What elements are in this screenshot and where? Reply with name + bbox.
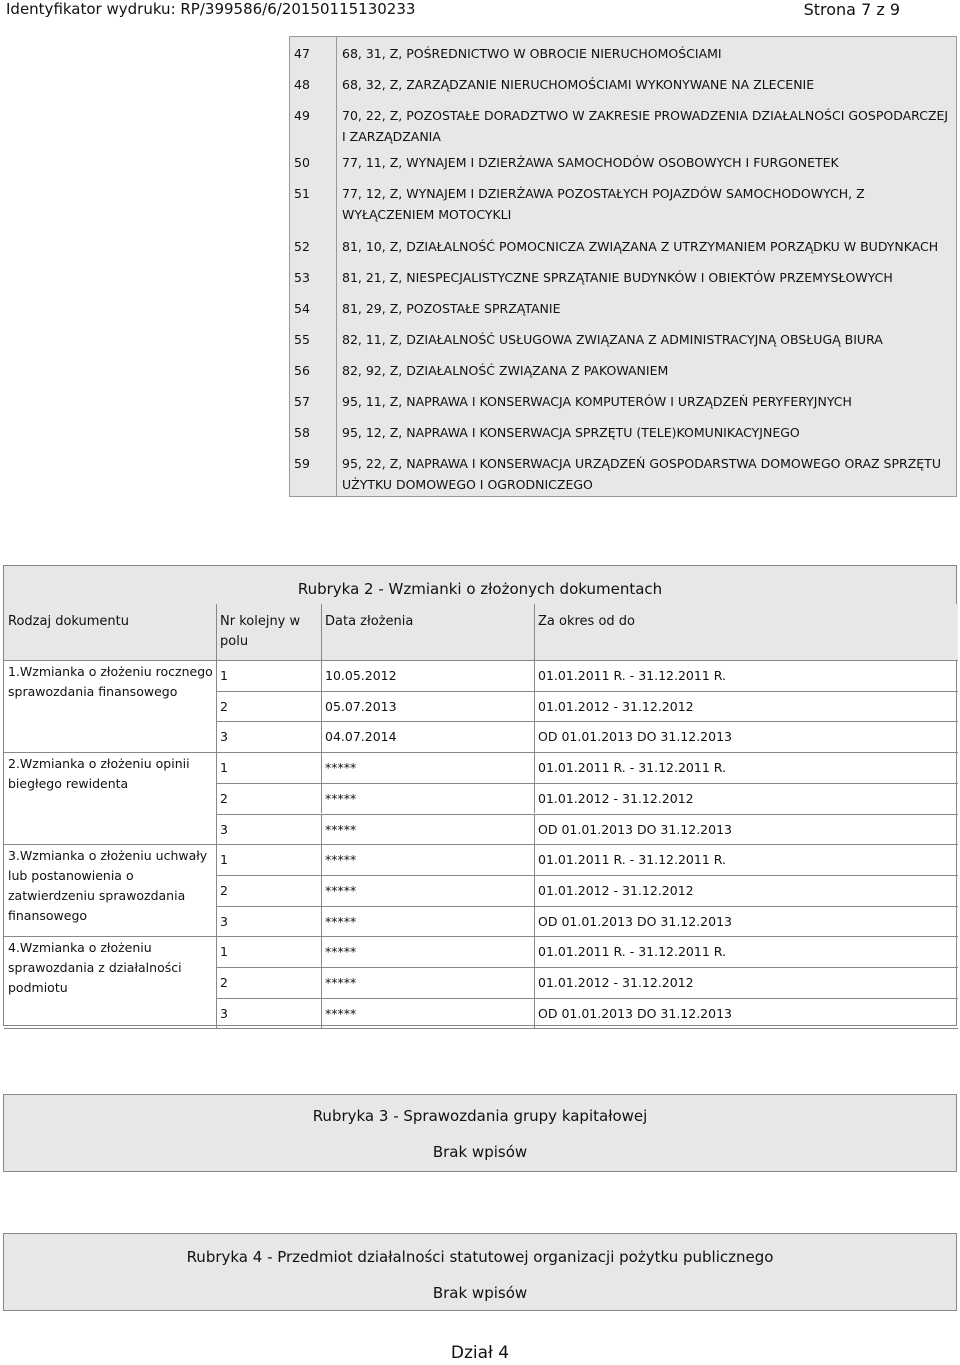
header-document-type: Rodzaj dokumentu bbox=[4, 604, 216, 660]
column-divider bbox=[534, 752, 535, 783]
pkd-row-number: 54 bbox=[294, 301, 310, 316]
pkd-row-number: 51 bbox=[294, 186, 310, 201]
row-divider bbox=[216, 875, 958, 876]
pkd-row-text: 77, 12, Z, WYNAJEM I DZIERŻAWA POZOSTAŁYCH POJAZDÓW SAMOCHODOWYCH, Z WYŁĄCZENIEM MOTOCYKLI bbox=[342, 186, 865, 222]
pkd-row-text: 82, 92, Z, DZIAŁALNOŚĆ ZWIĄZANA Z PAKOWANIEM bbox=[342, 363, 669, 378]
column-divider bbox=[321, 604, 322, 660]
pkd-row-number: 59 bbox=[294, 456, 310, 471]
sequence-number: 2 bbox=[220, 790, 228, 806]
sequence-number: 3 bbox=[220, 1005, 228, 1021]
column-divider bbox=[321, 783, 322, 814]
rubryka4-title: Rubryka 4 - Przedmiot działalności statutowej organizacji pożytku publicznego bbox=[186, 1248, 774, 1266]
column-divider bbox=[534, 844, 535, 875]
period: OD 01.01.2013 DO 31.12.2013 bbox=[538, 729, 732, 745]
sequence-number: 2 bbox=[220, 882, 228, 898]
pkd-row-text: 77, 11, Z, WYNAJEM I DZIERŻAWA SAMOCHODÓW OSOBOWYCH I FURGONETEK bbox=[342, 155, 839, 170]
period: 01.01.2012 - 31.12.2012 bbox=[538, 975, 694, 990]
section-footer: Dział 4 bbox=[450, 1343, 510, 1363]
column-divider bbox=[321, 721, 322, 752]
column-divider bbox=[534, 660, 535, 691]
period: 01.01.2011 R. - 31.12.2011 R. bbox=[538, 668, 726, 683]
rubryka3-value: Brak wpisów bbox=[432, 1143, 528, 1161]
pkd-row-text: 68, 32, Z, ZARZĄDZANIE NIERUCHOMOŚCIAMI WYKONYWANE NA ZLECENIE bbox=[342, 77, 815, 92]
filing-date: ***** bbox=[325, 975, 357, 990]
document-type-label: 4.Wzmianka o złożeniu sprawozdania z działalności podmiotu bbox=[8, 940, 182, 996]
filing-date: ***** bbox=[325, 882, 357, 898]
column-divider bbox=[321, 691, 322, 722]
header-sequence-number: Nr kolejny w polu bbox=[216, 604, 321, 660]
sequence-number: 3 bbox=[220, 729, 228, 745]
rubryka3-box bbox=[3, 1094, 957, 1172]
row-divider bbox=[216, 752, 958, 753]
filing-date: ***** bbox=[325, 913, 357, 929]
column-divider bbox=[321, 906, 322, 937]
column-divider bbox=[321, 998, 322, 1029]
column-divider bbox=[336, 37, 337, 496]
header-filing-date: Data złożenia bbox=[321, 604, 534, 660]
column-divider bbox=[321, 752, 322, 783]
row-divider bbox=[216, 967, 958, 968]
pkd-row-text: 70, 22, Z, POZOSTAŁE DORADZTWO W ZAKRESIE PROWADZENIA DZIAŁALNOŚCI GOSPODARCZEJ I ZARZĄDZANIA bbox=[342, 108, 949, 144]
column-divider bbox=[216, 604, 217, 660]
period: OD 01.01.2013 DO 31.12.2013 bbox=[538, 913, 732, 929]
pkd-row-number: 57 bbox=[294, 394, 310, 409]
pkd-row-number: 49 bbox=[294, 108, 310, 123]
filing-date: ***** bbox=[325, 944, 357, 960]
row-divider bbox=[216, 814, 958, 815]
column-divider bbox=[534, 998, 535, 1029]
filing-date: ***** bbox=[325, 852, 357, 868]
pkd-row-text: 95, 11, Z, NAPRAWA I KONSERWACJA KOMPUTERÓW I URZĄDZEŃ PERYFERYJNYCH bbox=[342, 394, 852, 409]
pkd-activity-list bbox=[289, 36, 957, 497]
column-divider bbox=[534, 691, 535, 722]
sequence-number: 2 bbox=[220, 698, 228, 714]
filing-date: ***** bbox=[325, 760, 357, 776]
pkd-row-number: 50 bbox=[294, 155, 310, 170]
row-divider bbox=[216, 783, 958, 784]
filing-date: 10.05.2012 bbox=[325, 668, 397, 683]
sequence-number: 3 bbox=[220, 821, 228, 837]
rubryka3-title: Rubryka 3 - Sprawozdania grupy kapitałowej bbox=[312, 1107, 648, 1125]
header-period: Za okres od do bbox=[534, 604, 958, 660]
filing-date: ***** bbox=[325, 821, 357, 837]
group-divider bbox=[4, 1028, 216, 1029]
row-divider bbox=[216, 998, 958, 999]
period: OD 01.01.2013 DO 31.12.2013 bbox=[538, 821, 732, 837]
column-divider bbox=[534, 967, 535, 998]
rubryka2-table bbox=[3, 565, 957, 1026]
pkd-row-text: 82, 11, Z, DZIAŁALNOŚĆ USŁUGOWA ZWIĄZANA Z ADMINISTRACYJNĄ OBSŁUGĄ BIURA bbox=[342, 332, 883, 347]
print-identifier: Identyfikator wydruku: RP/399586/6/20150115130233 bbox=[6, 0, 416, 18]
group-divider bbox=[4, 844, 216, 845]
sequence-number: 1 bbox=[220, 944, 228, 960]
column-divider bbox=[321, 844, 322, 875]
column-divider bbox=[321, 936, 322, 967]
group-divider bbox=[4, 752, 216, 753]
column-divider bbox=[534, 875, 535, 906]
sequence-number: 1 bbox=[220, 760, 228, 776]
sequence-number: 3 bbox=[220, 913, 228, 929]
period: 01.01.2011 R. - 31.12.2011 R. bbox=[538, 760, 726, 776]
pkd-row-text: 95, 12, Z, NAPRAWA I KONSERWACJA SPRZĘTU (TELE)KOMUNIKACYJNEGO bbox=[342, 425, 800, 440]
column-divider bbox=[534, 604, 535, 660]
filing-date: ***** bbox=[325, 1005, 357, 1021]
period: OD 01.01.2013 DO 31.12.2013 bbox=[538, 1005, 732, 1021]
pkd-row-number: 47 bbox=[294, 46, 310, 61]
period: 01.01.2012 - 31.12.2012 bbox=[538, 698, 694, 714]
pkd-row-text: 81, 10, Z, DZIAŁALNOŚĆ POMOCNICZA ZWIĄZANA Z UTRZYMANIEM PORZĄDKU W BUDYNKACH bbox=[342, 239, 939, 254]
rubryka2-title: Rubryka 2 - Wzmianki o złożonych dokumentach bbox=[4, 566, 956, 604]
pkd-row-text: 81, 21, Z, NIESPECJALISTYCZNE SPRZĄTANIE BUDYNKÓW I OBIEKTÓW PRZEMYSŁOWYCH bbox=[342, 270, 893, 285]
row-divider bbox=[216, 906, 958, 907]
rubryka4-box bbox=[3, 1233, 957, 1311]
filing-date: 05.07.2013 bbox=[325, 698, 397, 714]
row-divider bbox=[216, 936, 958, 937]
pkd-row-number: 48 bbox=[294, 77, 310, 92]
column-divider bbox=[534, 721, 535, 752]
row-divider bbox=[216, 1028, 958, 1029]
document-type-label: 1.Wzmianka o złożeniu rocznego sprawozdania finansowego bbox=[8, 664, 213, 699]
period: 01.01.2011 R. - 31.12.2011 R. bbox=[538, 852, 726, 868]
pkd-row-text: 81, 29, Z, POZOSTAŁE SPRZĄTANIE bbox=[342, 301, 561, 316]
period: 01.01.2012 - 31.12.2012 bbox=[538, 882, 694, 898]
period: 01.01.2011 R. - 31.12.2011 R. bbox=[538, 944, 726, 960]
column-divider bbox=[534, 783, 535, 814]
page-number: Strona 7 z 9 bbox=[803, 0, 900, 19]
row-divider bbox=[216, 691, 958, 692]
column-divider bbox=[534, 906, 535, 937]
column-divider bbox=[321, 814, 322, 845]
filing-date: 04.07.2014 bbox=[325, 729, 397, 745]
row-divider bbox=[216, 844, 958, 845]
group-divider bbox=[4, 936, 216, 937]
sequence-number: 1 bbox=[220, 852, 228, 868]
column-divider bbox=[321, 967, 322, 998]
period: 01.01.2012 - 31.12.2012 bbox=[538, 790, 694, 806]
pkd-row-number: 53 bbox=[294, 270, 310, 285]
document-type-label: 3.Wzmianka o złożeniu uchwały lub postanowienia o zatwierdzeniu sprawozdania finansowego bbox=[8, 848, 208, 924]
pkd-row-text: 68, 31, Z, POŚREDNICTWO W OBROCIE NIERUCHOMOŚCIAMI bbox=[342, 46, 722, 61]
column-divider bbox=[534, 936, 535, 967]
rubryka4-value: Brak wpisów bbox=[432, 1284, 528, 1302]
sequence-number: 1 bbox=[220, 668, 228, 683]
column-divider bbox=[321, 875, 322, 906]
pkd-row-number: 55 bbox=[294, 332, 310, 347]
pkd-row-number: 52 bbox=[294, 239, 310, 254]
pkd-row-text: 95, 22, Z, NAPRAWA I KONSERWACJA URZĄDZEŃ GOSPODARSTWA DOMOWEGO ORAZ SPRZĘTU UŻYTKU DOMOWEGO I OGRODNICZEGO bbox=[342, 456, 941, 492]
sequence-number: 2 bbox=[220, 975, 228, 990]
column-divider bbox=[321, 660, 322, 691]
pkd-row-number: 58 bbox=[294, 425, 310, 440]
column-divider bbox=[4, 660, 958, 661]
row-divider bbox=[216, 721, 958, 722]
pkd-row-number: 56 bbox=[294, 363, 310, 378]
document-type-label: 2.Wzmianka o złożeniu opinii biegłego rewidenta bbox=[8, 756, 190, 792]
column-divider bbox=[534, 814, 535, 845]
filing-date: ***** bbox=[325, 790, 357, 806]
